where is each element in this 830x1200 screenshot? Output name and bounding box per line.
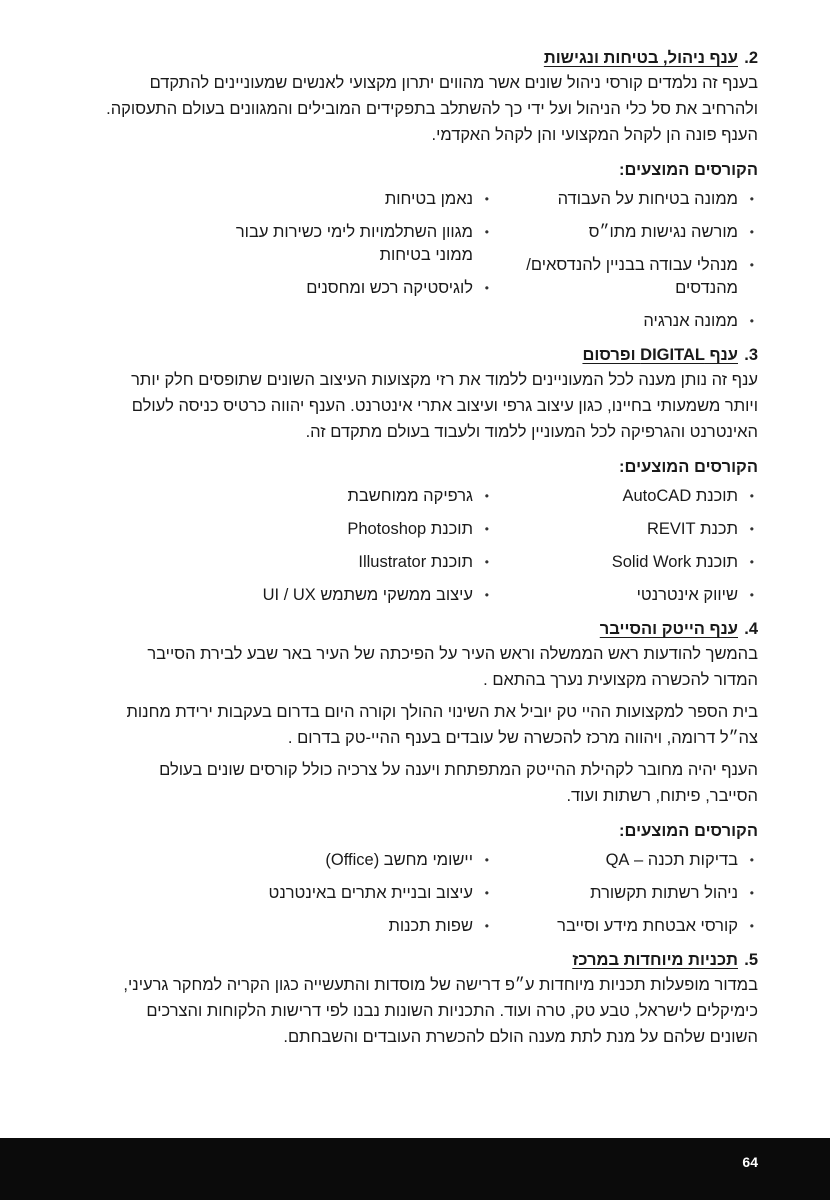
courses-column-right xyxy=(493,485,758,617)
course-item: • ממונה אנרגיה xyxy=(493,310,758,333)
course-item: • עיצוב ממשקי משתמש UI / UX xyxy=(203,584,493,607)
course-item: • מנהלי עבודה בבניין להנדסאים/ מהנדסים xyxy=(493,254,758,300)
courses-column-right xyxy=(493,849,758,948)
section-title: תכניות מיוחדות במרכז xyxy=(572,951,738,969)
section-heading xyxy=(105,948,758,972)
course-item: • תוכנת Illustrator xyxy=(203,551,493,574)
course-item: • לוגיסטיקה רכש ומחסנים xyxy=(203,277,493,300)
courses-list xyxy=(105,188,758,343)
section-hitech-cyber xyxy=(105,617,758,948)
section-paragraph: במדור מופעלות תכניות מיוחדות ע״פ דרישה של מוסדות והתעשייה כגון הקריה למחקר גרעיני, כימיקלים לישראל, טבע טק, טרה ועוד. התכניות השונות נבנו לפי דרישות הלקוחות והצרכים השונים שלהם על מנת לתת מענה הולם להכשרת העובדים והשבחתם. xyxy=(123,976,758,1046)
section-special-programs xyxy=(105,948,758,1050)
page-content xyxy=(105,46,758,1056)
section-number: 5. xyxy=(744,951,758,969)
course-item: • תוכנת Solid Work xyxy=(493,551,758,574)
course-item: • תוכנת AutoCAD xyxy=(493,485,758,508)
course-item: • שיווק אינטרנטי xyxy=(493,584,758,607)
section-paragraph: הענף יהיה מחובר לקהילת ההייטק המתפתחת ויענה על צרכיה כולל קורסים שונים בעולם הסייבר, פיתוח, רשתות ועוד. xyxy=(159,761,758,805)
course-item: • נאמן בטיחות xyxy=(203,188,493,211)
courses-column-right xyxy=(493,188,758,343)
courses-column-left xyxy=(203,188,493,343)
courses-heading: הקורסים המוצעים: xyxy=(619,458,758,476)
course-item: • תכנת REVIT xyxy=(493,518,758,541)
section-title: ענף ניהול, בטיחות ונגישות xyxy=(543,49,738,67)
course-item: • קורסי אבטחת מידע וסייבר xyxy=(493,915,758,938)
course-item: • תוכנת Photoshop xyxy=(203,518,493,541)
course-item: • ממונה בטיחות על העבודה xyxy=(493,188,758,211)
courses-column-left xyxy=(203,849,493,948)
courses-list xyxy=(105,849,758,948)
page-footer-bar xyxy=(0,1138,830,1200)
course-item: • בדיקות תכנה – QA xyxy=(493,849,758,872)
section-heading xyxy=(105,617,758,641)
courses-heading: הקורסים המוצעים: xyxy=(619,822,758,840)
course-item: • מגוון השתלמויות לימי כשירות עבור ממוני בטיחות xyxy=(203,221,493,267)
page-number: 64 xyxy=(742,1154,758,1170)
section-heading xyxy=(105,343,758,367)
courses-list xyxy=(105,485,758,617)
course-item: • שפות תכנות xyxy=(203,915,493,938)
course-item: • עיצוב ובניית אתרים באינטרנט xyxy=(203,882,493,905)
section-number: 2. xyxy=(744,49,758,67)
section-heading xyxy=(105,46,758,70)
course-item: • גרפיקה ממוחשבת xyxy=(203,485,493,508)
section-paragraph: בהמשך להודעות ראש הממשלה וראש העיר על הפיכתה של העיר באר שבע לבירת הסייבר המדור להכשרה מקצועית נערך בהתאם . xyxy=(147,645,758,689)
section-title: ענף DIGITAL ופרסום xyxy=(582,346,738,364)
courses-heading: הקורסים המוצעים: xyxy=(619,161,758,179)
courses-column-left xyxy=(203,485,493,617)
section-paragraph: בענף זה נלמדים קורסי ניהול שונים אשר מהווים יתרון מקצועי לאנשים שמעוניינים להתקדם ולהרחיב את סל כלי הניהול ועל ידי כך להשתלב בתפקידים המובילים והמגוונים בעולם התעסוקה. הענף פונה הן לקהל המקצועי והן לקהל האקדמי. xyxy=(106,74,758,144)
section-management-safety xyxy=(105,46,758,343)
section-paragraph: ענף זה נותן מענה לכל המעוניינים ללמוד את רזי מקצועות העיצוב השונים שתופסים חלק יותר ויותר משמעותי בחיינו, כגון עיצוב גרפי ועיצוב אתרי אינטרנט. הענף יהווה כרטיס כניסה לעולם האינטרנט והגרפיקה לכל המעוניין ללמוד ולעבוד בעולם מתקדם זה. xyxy=(131,371,758,441)
section-digital-advertising xyxy=(105,343,758,617)
section-number: 3. xyxy=(744,346,758,364)
section-paragraph: בית הספר למקצועות ההיי טק יוביל את השינוי ההולך וקורה היום בדרום בעקבות ירידת מחנות צה״ל דרומה, ויהווה מרכז להכשרה של עובדים בענף ההיי-טק בדרום . xyxy=(126,703,758,747)
course-item: • מורשה נגישות מתו״ס xyxy=(493,221,758,244)
course-item: • ניהול רשתות תקשורת xyxy=(493,882,758,905)
course-item: • יישומי מחשב (Office) xyxy=(203,849,493,872)
section-title: ענף הייטק והסייבר xyxy=(599,620,738,638)
section-number: 4. xyxy=(744,620,758,638)
